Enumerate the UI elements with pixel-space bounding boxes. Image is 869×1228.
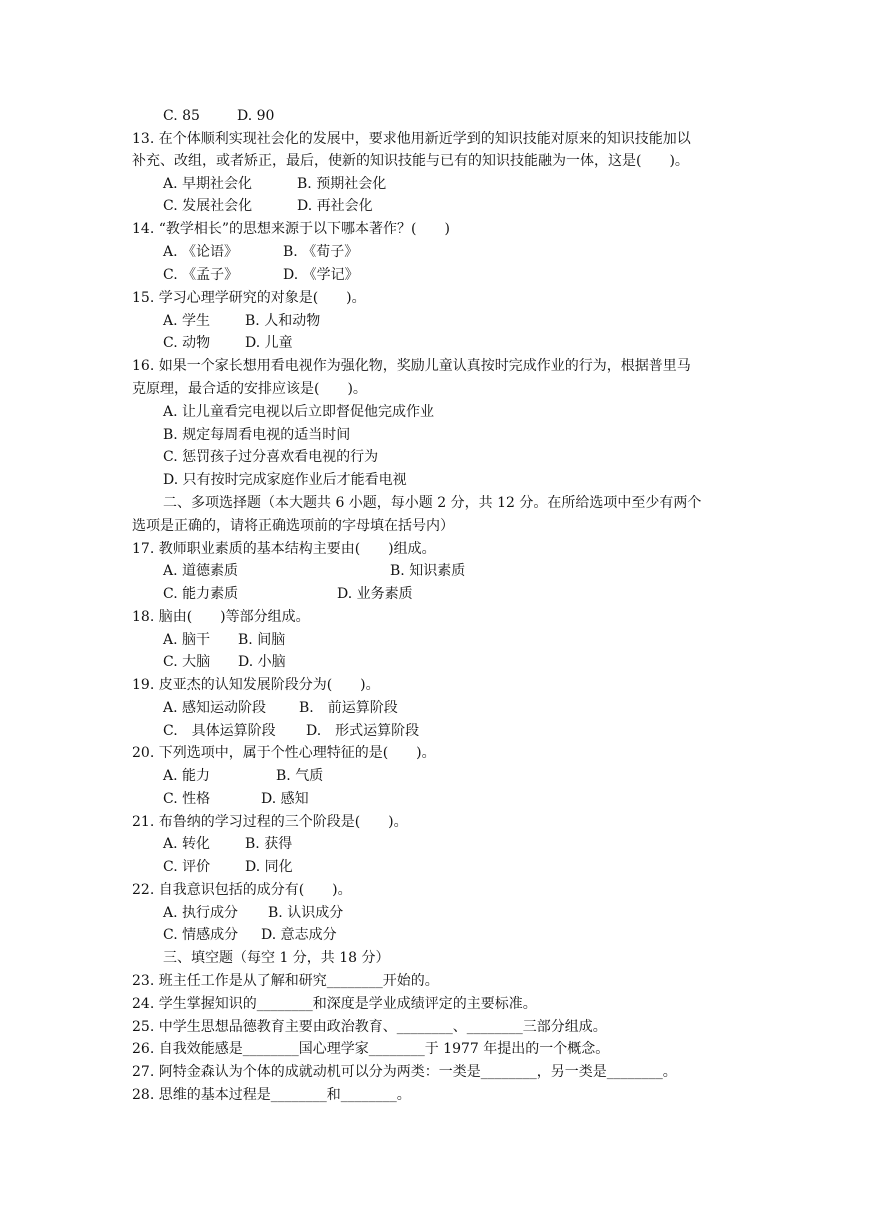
- option-d: D. 形式运算阶段: [306, 723, 420, 739]
- question-19: 19. 皮亚杰的认知发展阶段分为( )。: [132, 677, 380, 693]
- question-16-line-2: 克原理，最合适的安排应该是( )。: [132, 381, 367, 397]
- option-b: B. 知识素质: [390, 563, 466, 579]
- section-3-heading: 三、填空题（每空 1 分，共 18 分）: [163, 950, 390, 966]
- option-b: B. 人和动物: [245, 313, 321, 329]
- option-b: B. 前运算阶段: [299, 700, 398, 716]
- option-b: B. 认识成分: [268, 905, 344, 921]
- option-a: A. 转化: [163, 836, 211, 852]
- option-d: D. 小脑: [238, 654, 286, 670]
- option-c: C. 《孟子》: [163, 267, 239, 283]
- option-c: C. 发展社会化: [163, 198, 253, 214]
- option-b: B. 获得: [245, 836, 293, 852]
- option-c: C. 惩罚孩子过分喜欢看电视的行为: [163, 449, 379, 465]
- option-d: D. 感知: [261, 791, 309, 807]
- option-b: B. 预期社会化: [297, 176, 387, 192]
- option-b: B. 规定每周看电视的适当时间: [163, 427, 351, 443]
- option-c: C. 动物: [163, 335, 211, 351]
- option-d: D. 只有按时完成家庭作业后才能看电视: [163, 472, 407, 488]
- question-27: 27. 阿特金森认为个体的成就动机可以分为两类：一类是________，另一类是________。: [132, 1064, 677, 1080]
- question-24: 24. 学生掌握知识的________和深度是学业成绩评定的主要标准。: [132, 996, 537, 1012]
- option-c: C. 大脑: [163, 654, 211, 670]
- question-13-line-2: 补充、改组，或者矫正，最后，使新的知识技能与已有的知识技能融为一体，这是( )。: [132, 153, 689, 169]
- question-20: 20. 下列选项中，属于个性心理特征的是( )。: [132, 745, 436, 761]
- question-13-line-1: 13. 在个体顺利实现社会化的发展中，要求他用新近学到的知识技能对原来的知识技能加以: [132, 131, 691, 147]
- section-2-heading-line-1: 二、多项选择题（本大题共 6 小题，每小题 2 分，共 12 分。在所给选项中至少有两个: [163, 495, 702, 511]
- option-a: A. 能力: [163, 768, 211, 784]
- question-23: 23. 班主任工作是从了解和研究________开始的。: [132, 973, 439, 989]
- option-c: C. 评价: [163, 859, 211, 875]
- option-b: B. 气质: [276, 768, 324, 784]
- option-a: A. 《论语》: [163, 244, 239, 260]
- option-b: B. 间脑: [238, 632, 286, 648]
- option-a: A. 道德素质: [163, 563, 239, 579]
- option-d: D. 同化: [245, 859, 293, 875]
- question-22: 22. 自我意识包括的成分有( )。: [132, 882, 352, 898]
- option-a: A. 脑干: [163, 632, 211, 648]
- option-a: A. 让儿童看完电视以后立即督促他完成作业: [163, 404, 435, 420]
- question-18: 18. 脑由( )等部分组成。: [132, 609, 310, 625]
- option-c: C. 具体运算阶段: [163, 723, 276, 739]
- option-c: C. 能力素质: [163, 586, 239, 602]
- option-a: A. 学生: [163, 313, 211, 329]
- option-a: A. 早期社会化: [163, 176, 253, 192]
- option-c: C. 性格: [163, 791, 211, 807]
- question-16-line-1: 16. 如果一个家长想用看电视作为强化物，奖励儿童认真按时完成作业的行为，根据普里马: [132, 358, 691, 374]
- section-2-heading-line-2: 选项是正确的，请将正确选项前的字母填在括号内）: [132, 518, 454, 534]
- option-c: C. 情感成分: [163, 927, 239, 943]
- question-26: 26. 自我效能感是________国心理学家________于 1977 年提出的一个概念。: [132, 1041, 610, 1057]
- question-21: 21. 布鲁纳的学习过程的三个阶段是( )。: [132, 814, 408, 830]
- question-14: 14. “教学相长”的思想来源于以下哪本著作？( ): [132, 221, 450, 237]
- option-d: D. 儿童: [245, 335, 293, 351]
- question-28: 28. 思维的基本过程是________和________。: [132, 1087, 411, 1103]
- option-d: D. 《学记》: [283, 267, 359, 283]
- question-17: 17. 教师职业素质的基本结构主要由( )组成。: [132, 541, 436, 557]
- option-a: A. 执行成分: [163, 905, 239, 921]
- option-d: D. 业务素质: [337, 586, 413, 602]
- question-15: 15. 学习心理学研究的对象是( )。: [132, 290, 366, 306]
- option-c: C. 85: [163, 108, 200, 124]
- option-b: B. 《荀子》: [283, 244, 359, 260]
- question-25: 25. 中学生思想品德教育主要由政治教育、________、________三部分组成。: [132, 1019, 607, 1035]
- option-a: A. 感知运动阶段: [163, 700, 267, 716]
- option-d: D. 90: [237, 108, 275, 124]
- option-d: D. 意志成分: [261, 927, 337, 943]
- option-d: D. 再社会化: [297, 198, 373, 214]
